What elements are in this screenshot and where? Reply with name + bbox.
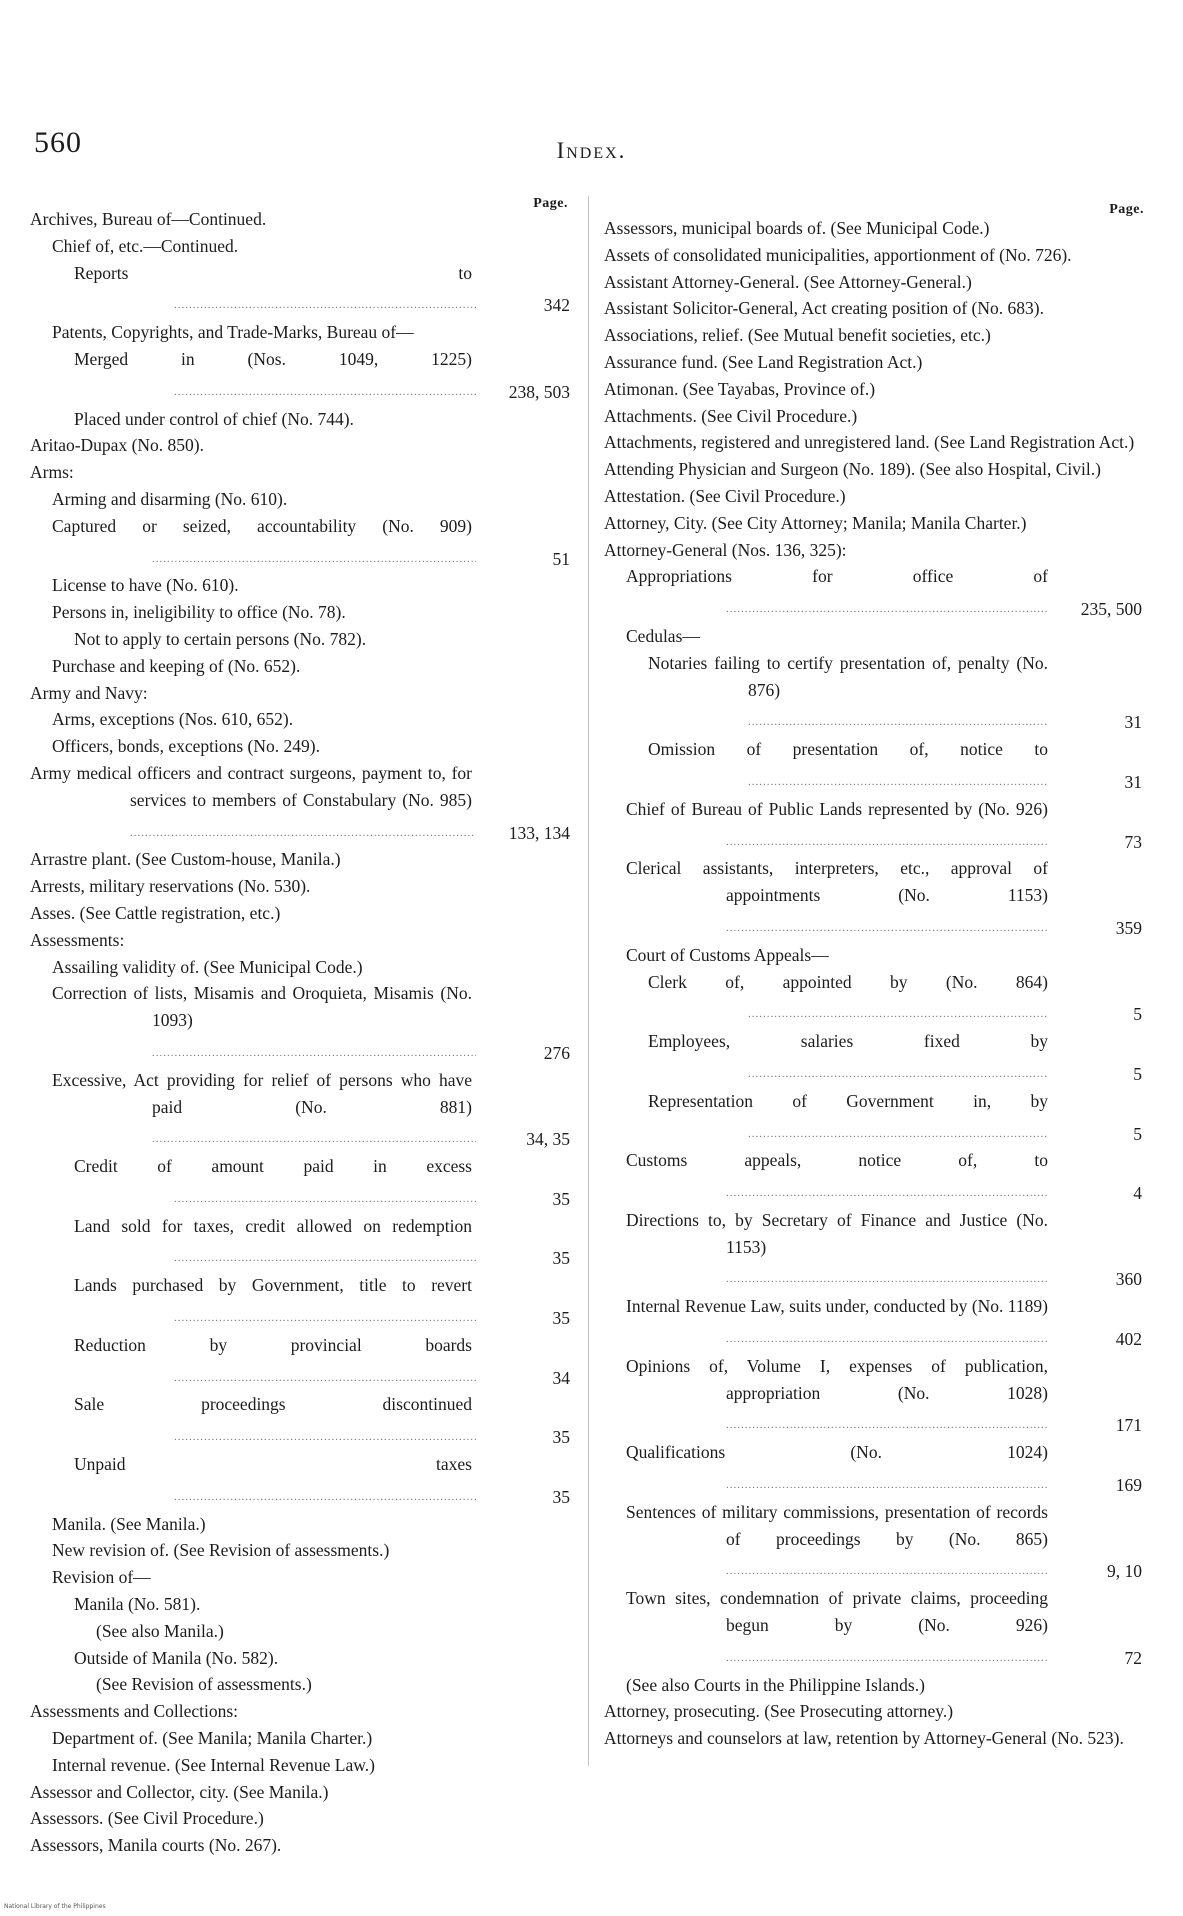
index-entry (30, 1332, 570, 1392)
entry-text: Sale proceedings discontinued ..... (174, 1391, 472, 1451)
index-entry (30, 1832, 570, 1859)
index-entry (604, 1672, 1142, 1699)
index-entry (604, 1353, 1142, 1439)
entry-text: Revision of— (52, 1567, 151, 1588)
index-entry (604, 650, 1142, 736)
index-entry (30, 233, 570, 260)
entry-text: (See also Manila.) (96, 1620, 224, 1641)
entry-page-number: 72 (1048, 1645, 1142, 1672)
left-entries (30, 206, 570, 1859)
entry-page-number: 35 (476, 1186, 570, 1213)
entry-text: Assailing validity of. (See Municipal Code.) (52, 956, 363, 977)
entry-text: Internal Revenue Law, suits under, conducted by (No. 1189) ..... (726, 1293, 1048, 1353)
entry-text: Correction of lists, Misamis and Oroquieta, Misamis (No. 1093) ..... (152, 980, 472, 1066)
index-entry (604, 736, 1142, 796)
index-entry (30, 1591, 570, 1618)
index-entry (30, 486, 570, 513)
entry-text: Assistant Attorney-General. (See Attorney-General.) (604, 271, 972, 292)
entry-text: Atimonan. (See Tayabas, Province of.) (604, 378, 876, 399)
index-entry (604, 1439, 1142, 1499)
entry-text: Opinions of, Volume I, expenses of publication, appropriation (No. 1028) ..... (726, 1353, 1048, 1439)
entry-text: Land sold for taxes, credit allowed on redemption ..... (174, 1213, 472, 1273)
entry-text: Not to apply to certain persons (No. 782). (74, 628, 367, 649)
entry-page-number: 31 (1048, 709, 1142, 736)
entry-text: Attending Physician and Surgeon (No. 189). (See also Hospital, Civil.) (604, 459, 1101, 480)
index-entry (604, 1499, 1142, 1585)
entry-text: Assessors, Manila courts (No. 267). (30, 1835, 282, 1856)
index-entry (30, 1752, 570, 1779)
index-entry (30, 680, 570, 707)
entry-text: Attestation. (See Civil Procedure.) (604, 485, 846, 506)
index-entry (30, 653, 570, 680)
entry-page-number: 9, 10 (1048, 1558, 1142, 1585)
index-entry (30, 846, 570, 873)
entry-text: Archives, Bureau of—Continued. (30, 209, 267, 229)
index-entry (30, 459, 570, 486)
index-entry (30, 206, 570, 233)
index-entry (604, 942, 1142, 969)
index-entry (604, 623, 1142, 650)
index-entry (604, 537, 1142, 564)
entry-text: Assessor and Collector, city. (See Manila.) (30, 1781, 329, 1802)
index-entry (30, 1511, 570, 1538)
entry-text: Directions to, by Secretary of Finance and Justice (No. 1153) ..... (726, 1207, 1048, 1293)
entry-page-number: 73 (1048, 829, 1142, 856)
entry-text: Patents, Copyrights, and Trade-Marks, Bureau of— (52, 322, 414, 343)
index-entry (30, 873, 570, 900)
entry-page-number: 31 (1048, 769, 1142, 796)
entry-text: Clerk of, appointed by (No. 864) ..... (748, 969, 1048, 1029)
entry-page-number: 276 (476, 1040, 570, 1067)
entry-text: Attorney, prosecuting. (See Prosecuting attorney.) (604, 1701, 954, 1722)
index-entry (30, 260, 570, 320)
index-entry (30, 733, 570, 760)
entry-page-number: 133, 134 (476, 820, 570, 847)
entry-text: Assessors. (See Civil Procedure.) (30, 1808, 264, 1829)
index-entry (604, 855, 1142, 941)
entry-text: Attorney, City. (See City Attorney; Manila; Manila Charter.) (604, 512, 1027, 533)
running-head: Index. (556, 138, 627, 163)
entry-text: Qualifications (No. 1024) ..... (726, 1439, 1048, 1499)
entry-text: Arming and disarming (No. 610). (52, 488, 288, 509)
index-entry (30, 1725, 570, 1752)
entry-text: Sentences of military commissions, presentation of records of proceedings by (No. 865) ..... (726, 1499, 1048, 1585)
page-column-header: Page. (1109, 202, 1144, 217)
right-entries (604, 215, 1142, 1752)
footer-note: National Library of the Philippines (4, 1903, 106, 1910)
index-entry (30, 1391, 570, 1451)
entry-text: Placed under control of chief (No. 744). (74, 408, 354, 429)
index-entry (30, 346, 570, 406)
index-entry (30, 1618, 570, 1645)
index-entry (30, 513, 570, 573)
entry-page-number: 35 (476, 1424, 570, 1451)
index-entry (604, 376, 1142, 403)
index-entry (30, 927, 570, 954)
entry-page-number: 235, 500 (1048, 596, 1142, 623)
entry-text: Department of. (See Manila; Manila Charter.) (52, 1728, 373, 1749)
index-entry (30, 1671, 570, 1698)
entry-text: Unpaid taxes ..... (174, 1451, 472, 1511)
index-entry (30, 1153, 570, 1213)
index-entry (30, 1698, 570, 1725)
index-entry (604, 1207, 1142, 1293)
entry-text: Manila. (See Manila.) (52, 1513, 206, 1534)
entry-page-number: 51 (476, 546, 570, 573)
index-entry (30, 900, 570, 927)
entry-text: Officers, bonds, exceptions (No. 249). (52, 736, 320, 757)
index-entry (30, 980, 570, 1066)
index-entry (604, 349, 1142, 376)
entry-text: Representation of Government in, by ..... (748, 1088, 1048, 1148)
entry-page-number: 171 (1048, 1412, 1142, 1439)
index-entry (604, 1585, 1142, 1671)
index-entry (604, 510, 1142, 537)
entry-text: Reports to ..... (174, 260, 472, 320)
index-entry (30, 1067, 570, 1153)
entry-text: Manila (No. 581). (74, 1594, 201, 1615)
entry-text: Attachments. (See Civil Procedure.) (604, 405, 858, 426)
index-entry (604, 269, 1142, 296)
entry-text: Lands purchased by Government, title to revert ..... (174, 1272, 472, 1332)
entry-page-number: 35 (476, 1484, 570, 1511)
entry-text: Internal revenue. (See Internal Revenue Law.) (52, 1754, 375, 1775)
entry-page-number: 35 (476, 1305, 570, 1332)
entry-page-number: 4 (1048, 1180, 1142, 1207)
entry-text: License to have (No. 610). (52, 575, 239, 596)
entry-text: Assets of consolidated municipalities, apportionment of (No. 726). (604, 244, 1072, 265)
entry-text: (See also Courts in the Philippine Islands.) (626, 1674, 925, 1695)
index-entry (30, 1537, 570, 1564)
index-entry (30, 1564, 570, 1591)
index-entry (30, 1805, 570, 1832)
entry-text: Associations, relief. (See Mutual benefit societies, etc.) (604, 325, 991, 346)
page-number: 560 (34, 126, 82, 159)
entry-text: Persons in, ineligibility to office (No. 78). (52, 602, 346, 623)
page-column-header: Page. (533, 196, 568, 211)
entry-text: Aritao-Dupax (No. 850). (30, 435, 204, 456)
entry-text: Arrests, military reservations (No. 530). (30, 876, 311, 897)
index-entry (604, 403, 1142, 430)
entry-page-number: 360 (1048, 1266, 1142, 1293)
index-entry (30, 760, 570, 846)
index-entry (604, 1698, 1142, 1725)
index-entry (604, 242, 1142, 269)
entry-text: Cedulas— (626, 625, 700, 646)
index-entry (604, 1725, 1142, 1752)
entry-page-number: 169 (1048, 1472, 1142, 1499)
index-entry (604, 796, 1142, 856)
index-entry (30, 319, 570, 346)
index-entry (604, 483, 1142, 510)
entry-text: Outside of Manila (No. 582). (74, 1647, 279, 1668)
entry-text: Attachments, registered and unregistered land. (See Land Registration Act.) (604, 432, 1135, 453)
entry-text: Assessments: (30, 929, 125, 950)
entry-text: Attorney-General (Nos. 136, 325): (604, 539, 847, 560)
entry-text: Town sites, condemnation of private claims, proceeding begun by (No. 926) ..... (726, 1585, 1048, 1671)
entry-page-number: 342 (476, 292, 570, 319)
entry-text: Army and Navy: (30, 682, 148, 703)
index-entry (30, 572, 570, 599)
index-entry (604, 322, 1142, 349)
index-entry (30, 1213, 570, 1273)
index-entry (30, 1272, 570, 1332)
index-entry (604, 429, 1142, 456)
index-entry (30, 706, 570, 733)
entry-text: Court of Customs Appeals— (626, 944, 829, 965)
entry-text: Asses. (See Cattle registration, etc.) (30, 902, 281, 923)
entry-page-number: 5 (1048, 1061, 1142, 1088)
column-divider (588, 196, 589, 1766)
entry-page-number: 34, 35 (476, 1126, 570, 1153)
index-entry (604, 563, 1142, 623)
entry-text: Appropriations for office of ..... (726, 563, 1048, 623)
index-entry (30, 599, 570, 626)
entry-text: Customs appeals, notice of, to ..... (726, 1147, 1048, 1207)
index-entry (30, 1645, 570, 1672)
entry-text: Omission of presentation of, notice to ..... (748, 736, 1048, 796)
index-entry (604, 215, 1142, 242)
index-entry (604, 1028, 1142, 1088)
entry-text: Reduction by provincial boards ..... (174, 1332, 472, 1392)
entry-text: Purchase and keeping of (No. 652). (52, 655, 301, 676)
entry-text: Excessive, Act providing for relief of persons who have paid (No. 881) ..... (152, 1067, 472, 1153)
index-entry (604, 1293, 1142, 1353)
entry-page-number: 5 (1048, 1001, 1142, 1028)
entry-text: Employees, salaries fixed by ..... (748, 1028, 1048, 1088)
entry-page-number: 35 (476, 1245, 570, 1272)
index-entry (30, 406, 570, 433)
entry-text: Arrastre plant. (See Custom-house, Manila.) (30, 849, 341, 870)
entry-page-number: 5 (1048, 1121, 1142, 1148)
entry-text: Arms: (30, 462, 74, 483)
entry-text: Chief of, etc.—Continued. (52, 235, 239, 256)
entry-text: Assessors, municipal boards of. (See Municipal Code.) (604, 218, 990, 238)
entry-text: Merged in (Nos. 1049, 1225) ..... (174, 346, 472, 406)
entry-text: Assessments and Collections: (30, 1701, 239, 1722)
entry-text: Chief of Bureau of Public Lands represented by (No. 926) ..... (726, 796, 1048, 856)
index-entry (604, 1147, 1142, 1207)
entry-text: Attorneys and counselors at law, retention by Attorney-General (No. 523). (604, 1728, 1124, 1749)
entry-page-number: 238, 503 (476, 379, 570, 406)
entry-text: Army medical officers and contract surgeons, payment to, for services to members of Constabulary (No. 985) ..... (130, 760, 472, 846)
index-entry (604, 969, 1142, 1029)
entry-text: Notaries failing to certify presentation of, penalty (No. 876) ..... (748, 650, 1048, 736)
index-entry (30, 626, 570, 653)
index-entry (30, 1451, 570, 1511)
entry-text: Credit of amount paid in excess ..... (174, 1153, 472, 1213)
entry-text: Assistant Solicitor-General, Act creating position of (No. 683). (604, 298, 1044, 319)
index-entry (30, 1779, 570, 1806)
entry-text: Captured or seized, accountability (No. 909) ..... (152, 513, 472, 573)
index-entry (604, 1088, 1142, 1148)
entry-text: New revision of. (See Revision of assessments.) (52, 1540, 390, 1561)
entry-page-number: 402 (1048, 1326, 1142, 1353)
index-entry (30, 954, 570, 981)
index-entry (604, 295, 1142, 322)
entry-text: Arms, exceptions (Nos. 610, 652). (52, 709, 294, 730)
entry-page-number: 359 (1048, 915, 1142, 942)
entry-text: Clerical assistants, interpreters, etc., approval of appointments (No. 1153) ..... (726, 855, 1048, 941)
entry-text: (See Revision of assessments.) (96, 1674, 312, 1695)
entry-text: Assurance fund. (See Land Registration Act.) (604, 351, 923, 372)
index-entry (604, 456, 1142, 483)
entry-page-number: 34 (476, 1365, 570, 1392)
index-entry (30, 432, 570, 459)
